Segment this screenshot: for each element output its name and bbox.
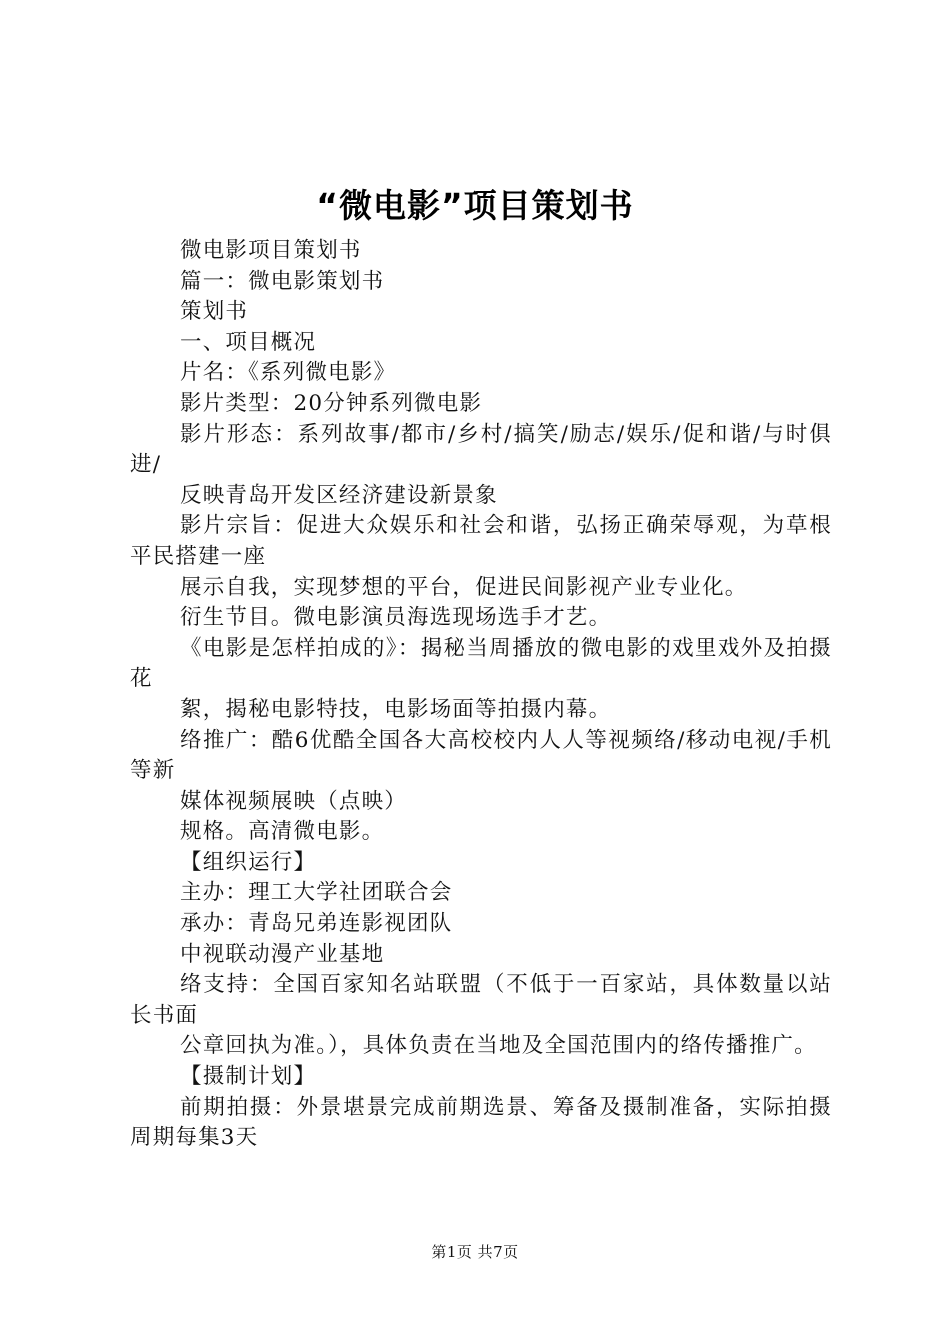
paragraph: 络支持：全国百家知名站联盟（不低于一百家站，具体数量以站长书面 (130, 972, 832, 1028)
paragraph: 中视联动漫产业基地 (180, 941, 385, 967)
paragraph: 媒体视频展映（点映） (180, 788, 408, 814)
paragraph: 絮，揭秘电影特技，电影场面等拍摄内幕。 (180, 696, 612, 722)
paragraph: 前期拍摄：外景堪景完成前期选景、筹备及摄制准备，实际拍摄周期每集3天 (130, 1094, 832, 1151)
paragraph: 策划书 (180, 299, 249, 325)
paragraph: 规格。高清微电影。 (180, 819, 385, 845)
paragraph: 公章回执为准。），具体负责在当地及全国范围内的络传播推广。 (180, 1033, 817, 1059)
paragraph: 承办：青岛兄弟连影视团队 (180, 911, 453, 937)
paragraph: 展示自我，实现梦想的平台，促进民间影视产业专业化。 (180, 574, 748, 600)
paragraph: 片名：《系列微电影》 (180, 360, 397, 386)
paragraph: 篇一：微电影策划书 (180, 268, 385, 294)
paragraph: 影片宗旨：促进大众娱乐和社会和谐，弘扬正确荣辱观，为草根平民搭建一座 (130, 513, 832, 569)
paragraph: 《电影是怎样拍成的》：揭秘当周播放的微电影的戏里戏外及拍摄花 (130, 635, 832, 692)
paragraph: 影片类型：20分钟系列微电影 (180, 390, 483, 416)
document-body (130, 236, 832, 1154)
paragraph: 【摄制计划】 (180, 1064, 317, 1090)
paragraph: 衍生节目。微电影演员海选现场选手才艺。 (180, 605, 612, 631)
page-footer: 第1页 共7页 (431, 1243, 519, 1261)
paragraph: 【组织运行】 (180, 849, 317, 875)
paragraph: 一、项目概况 (180, 329, 317, 355)
paragraph: 主办：理工大学社团联合会 (180, 880, 453, 906)
paragraph: 络推广：酷6优酷全国各大高校校内人人等视频络/移动电视/手机等新 (130, 727, 832, 784)
page-title: “微电影”项目策划书 (316, 186, 634, 225)
paragraph: 反映青岛开发区经济建设新景象 (180, 482, 498, 508)
paragraph: 影片形态：系列故事/都市/乡村/搞笑/励志/娱乐/促和谐/与时俱进/ (130, 421, 832, 478)
paragraph: 微电影项目策划书 (180, 238, 362, 263)
